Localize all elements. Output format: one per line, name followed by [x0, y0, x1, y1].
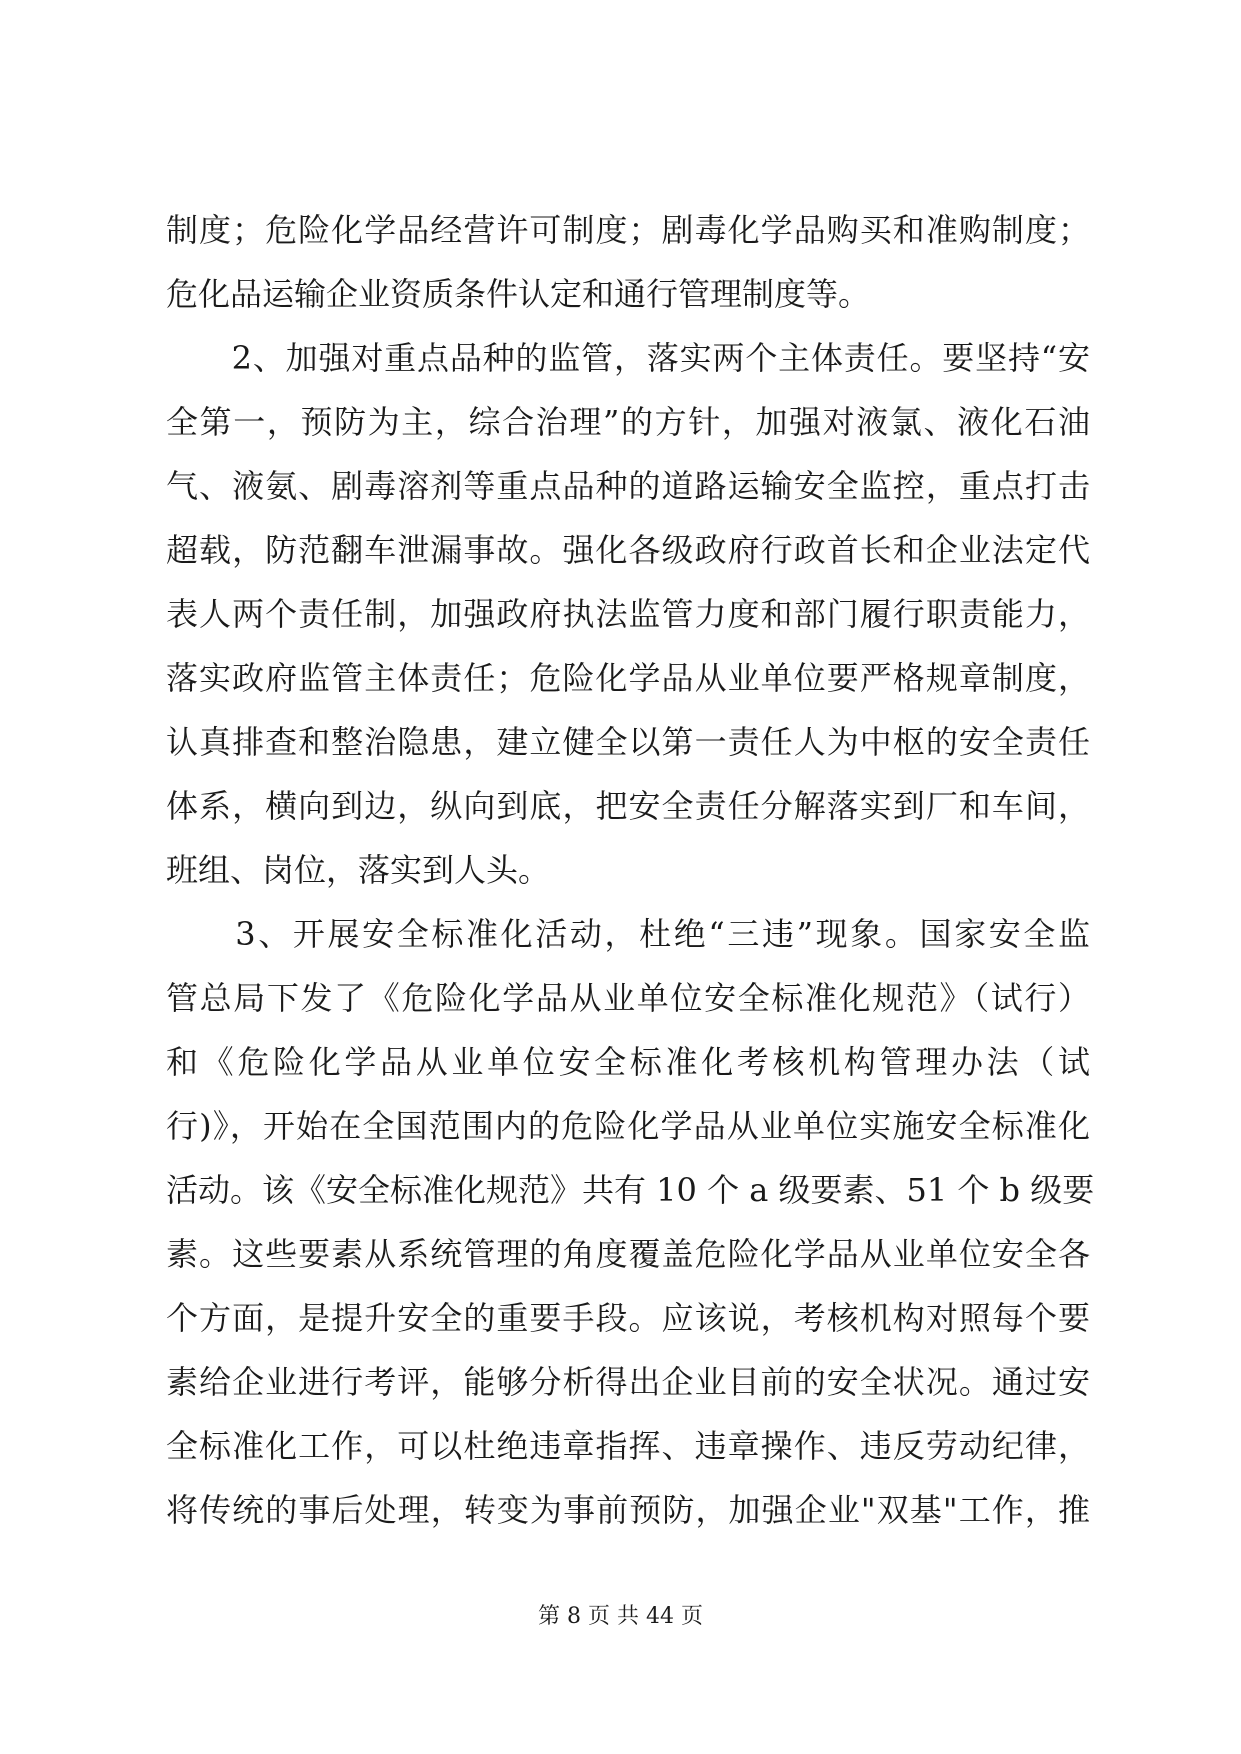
text-line: 全第一，预防为主，综合治理”的方针，加强对液氯、液化石油 [166, 403, 1090, 441]
page-number-label: 第 8 页 共 44 页 [538, 1604, 703, 1629]
text-line: 危化品运输企业资质条件认定和通行管理制度等。 [166, 275, 871, 313]
text-line: 全标准化工作，可以杜绝违章指挥、违章操作、违反劳动纪律， [166, 1427, 1090, 1465]
text-line: 3、开展安全标准化活动，杜绝“三违”现象。国家安全监 [166, 915, 1090, 953]
body-text [166, 198, 1095, 1542]
text-line: 表人两个责任制，加强政府执法监管力度和部门履行职责能力， [166, 595, 1090, 633]
text-line: 活动。该《安全标准化规范》共有 10 个 a 级要素、51 个 b 级要 [166, 1171, 1095, 1209]
page-footer [0, 1602, 1241, 1632]
text-line: 个方面，是提升安全的重要手段。应该说，考核机构对照每个要 [166, 1299, 1090, 1337]
text-line: 行)》，开始在全国范围内的危险化学品从业单位实施安全标准化 [166, 1107, 1090, 1145]
text-line: 制度；危险化学品经营许可制度；剧毒化学品购买和准购制度； [166, 211, 1090, 249]
text-line: 认真排查和整治隐患，建立健全以第一责任人为中枢的安全责任 [166, 723, 1090, 761]
text-line: 2、加强对重点品种的监管，落实两个主体责任。要坚持“安 [166, 339, 1090, 377]
text-line: 素。这些要素从系统管理的角度覆盖危险化学品从业单位安全各 [166, 1235, 1090, 1273]
text-line: 气、液氨、剧毒溶剂等重点品种的道路运输安全监控，重点打击 [166, 467, 1090, 505]
text-line: 体系，横向到边，纵向到底，把安全责任分解落实到厂和车间， [166, 787, 1090, 825]
text-line: 超载，防范翻车泄漏事故。强化各级政府行政首长和企业法定代 [166, 531, 1090, 569]
text-line: 班组、岗位，落实到人头。 [166, 851, 551, 889]
text-line: 将传统的事后处理，转变为事前预防，加强企业"双基"工作，推 [166, 1491, 1090, 1529]
text-line: 和《危险化学品从业单位安全标准化考核机构管理办法（试 [166, 1043, 1090, 1081]
text-line: 落实政府监管主体责任；危险化学品从业单位要严格规章制度， [166, 659, 1090, 697]
text-line: 素给企业进行考评，能够分析得出企业目前的安全状况。通过安 [166, 1363, 1090, 1401]
text-line: 管总局下发了《危险化学品从业单位安全标准化规范》（试行） [166, 979, 1090, 1017]
